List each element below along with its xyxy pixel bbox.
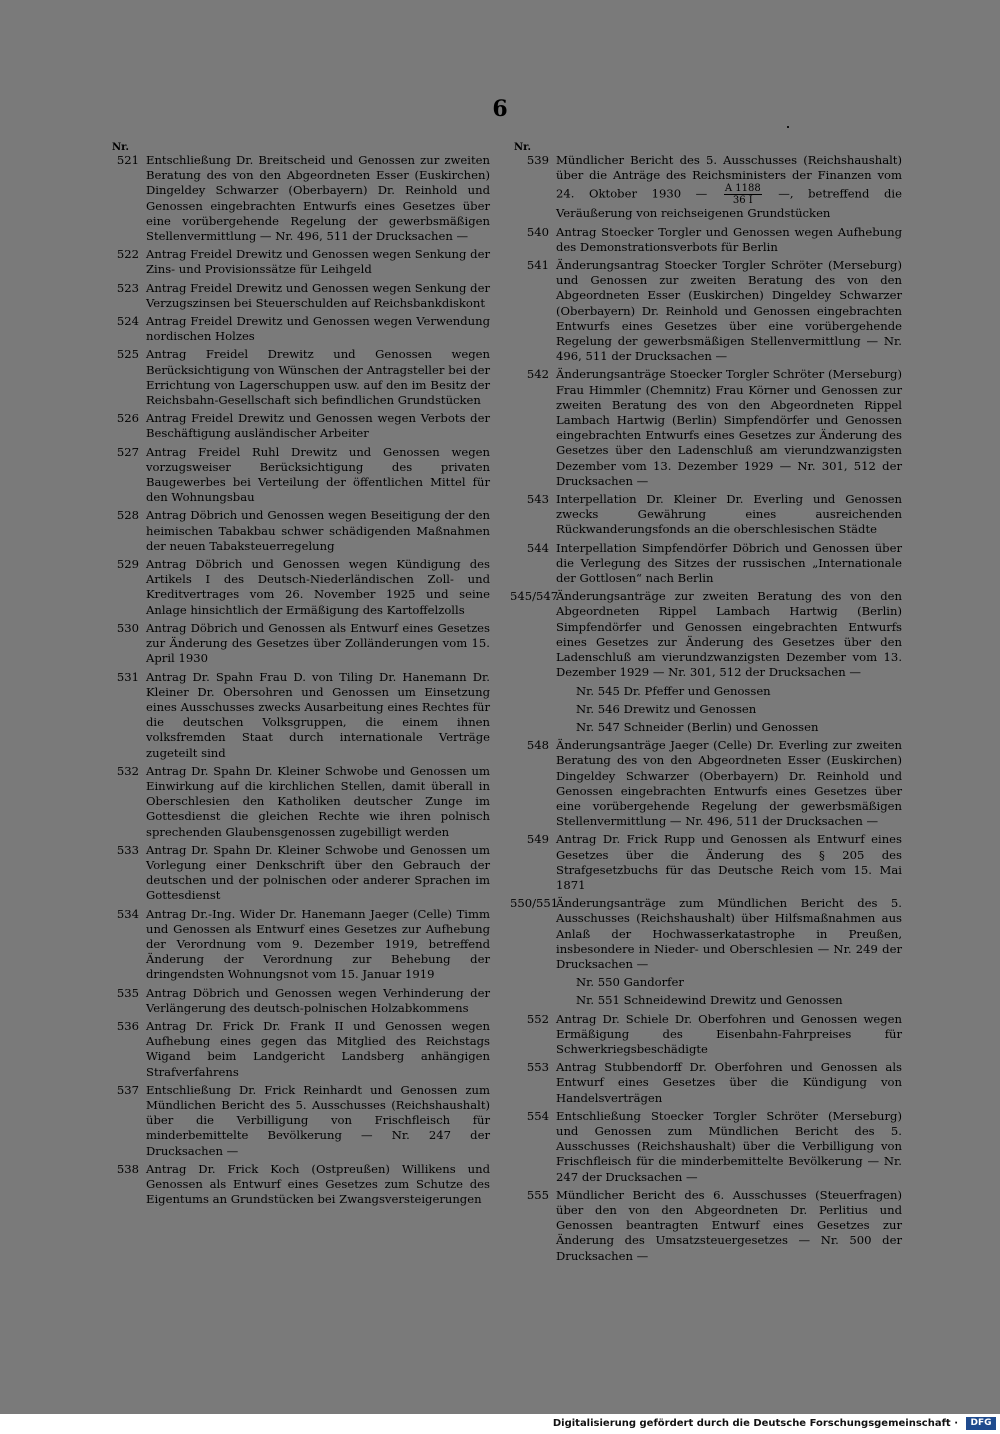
entry-text: Antrag Stoecker Torgler und Genossen wegen Aufhebung des Demonstrationsverbots für Berlin [556,224,902,254]
sub-entry-text: Nr. 550 Gandorfer [576,975,684,990]
list-item [510,492,902,538]
entry-number: 544 [526,540,549,555]
entry-indent [510,720,556,735]
entry-text-part: —, betreffend die Veräußerung von reichseigenen Grundstücken [556,186,903,221]
list-item [510,541,902,587]
entry-number: 548 [526,738,549,753]
fraction-denominator: 36 I [732,195,753,207]
list-item [108,247,490,277]
sub-list-item [510,720,902,735]
entry-text: Antrag Freidel Drewitz und Genossen wegen Verwendung nordischen Holzes [146,314,490,344]
list-item [510,1109,902,1185]
entry-number: 534 [116,906,139,921]
list-item [108,411,490,441]
entry-text: Antrag Dr. Spahn Dr. Kleiner Schwobe und Genossen um Einwirkung auf die kirchlichen Stellen, damit überall in Oberschlesien den Katholiken deutscher Zunge im Gottesdienst die gleichen Rechte wie ihren polnisch sprechenden Glaubensgenossen zugebilligt werden [146,763,490,839]
entry-text: Änderungsantrag Stoecker Torgler Schröter (Merseburg) und Genossen zur zweiten Beratung des von den Abgeordneten Esser (Euskirchen) Dingeldey Schwarzer (Oberbayern) Dr. Reinhold und Genossen eingebrachten Entwurfs eines Gesetzes über eine vorübergehende Regelung der gewerbsmäßigen Stellenvermittlung — Nr. 496, 511 der Drucksachen — [556,258,902,364]
entry-number: 537 [116,1082,139,1097]
entry-number: 532 [116,763,139,778]
right-entry-list [510,738,902,972]
entry-indent [510,975,556,990]
entry-text: Entschließung Stoecker Torgler Schröter (Merseburg) und Genossen zum Mündlichen Bericht des 5. Ausschusses (Reichshaushalt) über die Verbilligung von Frischfleisch für die minderbemittelte Bevölkerung — Nr. 247 der Drucksachen — [556,1108,902,1184]
entry-text: Antrag Freidel Drewitz und Genossen wegen Verbots der Beschäftigung ausländischer Arbeiter [146,411,490,441]
entry-text: Änderungsanträge Jaeger (Celle) Dr. Everling zur zweiten Beratung des von den Abgeordneten Esser (Euskirchen) Dingeldey Schwarzer (Oberbayern) Dr. Reinhold und Genossen eingebrachten Entwurfs eines Gesetzes über eine vorübergehende Regelung der gewerbsmäßigen Stellenvermittlung — Nr. 496, 511 der Drucksachen — [556,738,902,829]
sub-entry-text: Nr. 545 Dr. Pfeffer und Genossen [576,683,771,698]
column-header-nr: Nr. [112,142,129,153]
entry-number: 550/551 [510,896,559,911]
entry-text: Antrag Döbrich und Genossen wegen Kündigung des Artikels I des Deutsch-Niederländischen Zoll- und Kreditvertrages vom 26. November 1925 und seine Anlage hinsichtlich der Ermäßigung des Kartoffelzolls [146,557,490,617]
entry-text: Antrag Döbrich und Genossen wegen Verhinderung der Verlängerung des deutsch-polnischen Holzabkommens [146,985,490,1015]
entry-number: 549 [526,832,549,847]
entry-text: Entschließung Dr. Breitscheid und Genossen zur zweiten Beratung des von den Abgeordneten Esser (Euskirchen) Dingeldey Schwarzer (Oberbayern) Dr. Reinhold und Genossen eingebrachten Entwurfs eines Gesetzes über eine vorübergehende Regelung der gewerbsmäßigen Stellenvermittlung — Nr. 496, 511 der Drucksachen — [146,153,490,244]
list-item [108,347,490,408]
entry-text: Entschließung Dr. Frick Reinhardt und Genossen zum Mündlichen Bericht des 5. Ausschusses (Reichshaushalt) über die Verbilligung von Frischfleisch für minderbemittelte Bevölkerung — Nr. 247 der Drucksachen — [146,1082,490,1158]
sub-entry-list [510,975,902,1008]
entry-text: Antrag Stubbendorff Dr. Oberfohren und Genossen als Entwurf eines Gesetzes über die Kündigung von Handelsverträgen [556,1060,902,1105]
sub-list-item [510,702,902,717]
sub-list-item [510,684,902,699]
list-item [108,557,490,618]
left-entry-list [108,153,490,1207]
entry-text: Antrag Dr. Frick Dr. Frank II und Genossen wegen Aufhebung eines gegen das Mitglied des Reichstags Wigand beim Landgericht Landsberg anhängigen Strafverfahrens [146,1018,490,1079]
sub-list-item [510,993,902,1008]
funding-note: Digitalisierung gefördert durch die Deutsche Forschungsgemeinschaft · [552,1418,958,1429]
page-number: 6 [492,96,508,122]
list-item [108,1162,490,1208]
list-item [510,367,902,489]
list-item [108,1083,490,1159]
entry-number: 535 [116,985,139,1000]
entry-number: 536 [116,1018,139,1033]
entry-number: 539 [526,153,549,167]
entry-number: 523 [116,280,139,295]
sub-entry-text: Nr. 547 Schneider (Berlin) und Genossen [576,719,819,734]
entry-text: Änderungsanträge zum Mündlichen Bericht des 5. Ausschusses (Reichshaushalt) über Hilfsmaßnahmen aus Anlaß der Hochwasserkatastrophe in Preußen, insbesondere in Nieder- und Oberschlesien — Nr. 249 der Drucksachen — [556,896,902,971]
right-entry-list [510,1012,902,1264]
entry-number: 522 [116,247,139,262]
entry-number: 538 [116,1161,139,1176]
entry-text: Änderungsanträge zur zweiten Beratung des von den Abgeordneten Rippel Lambach Hartwig (Berlin) Simpfendörfer und Genossen eingebrachten Entwurfs eines Gesetzes zur Änderung des Gesetzes über den Ladenschluß am vierundzwanzigsten Dezember vom 13. Dezember 1929 — Nr. 301, 512 der Drucksachen — [556,589,902,680]
right-column [510,140,902,1267]
list-item [510,1188,902,1264]
entry-indent [510,993,556,1008]
entry-number: 521 [116,153,139,167]
list-item [108,986,490,1016]
entry-text: Antrag Dr. Frick Koch (Ostpreußen) Willikens und Genossen als Entwurf eines Gesetzes zum Schutze des Eigentums an Grundstücken bei Zwangsversteigerungen [146,1161,490,1207]
entry-text: Antrag Freidel Drewitz und Genossen wegen Senkung der Zins- und Provisionssätze für Leihgeld [146,247,490,277]
entry-number: 542 [526,367,549,382]
sub-entry-list [510,684,902,736]
entry-text: Antrag Dr. Frick Rupp und Genossen als Entwurf eines Gesetzes über die Änderung des § 205 des Strafgesetzbuchs für das Deutsche Reich vom 15. Mai 1871 [556,832,902,892]
list-item [108,843,490,904]
entry-text-part: Mündlicher Bericht des 5. Ausschusses (Reichshaushalt) über die Anträge des Reichsministers der Finanzen vom 24. Oktober 1930 — [556,153,902,201]
entry-number: 540 [526,224,549,239]
entry-indent [510,684,556,699]
right-entry-list [510,225,902,681]
sub-entry-text: Nr. 551 Schneidewind Drewitz und Genossen [576,993,843,1008]
list-item [510,589,902,680]
list-item [510,832,902,893]
entry-number: 530 [116,620,139,635]
list-item [108,764,490,840]
entry-indent [510,702,556,717]
list-item [108,281,490,311]
list-item [510,153,902,222]
list-item [510,258,902,364]
list-item [510,896,902,972]
entry-text: Änderungsanträge Stoecker Torgler Schröter (Merseburg) Frau Himmler (Chemnitz) Frau Körner und Genossen zur zweiten Beratung des von den Abgeordneten Rippel Lambach Hartwig (Berlin) Simpfendörfer und Genossen eingebrachten Entwurfs eines Gesetzes zur Änderung des Gesetzes über den Ladenschluß am vierundzwanzigsten Dezember vom 13. Dezember 1929 — Nr. 301, 512 der Drucksachen — [556,367,902,488]
column-header-nr: Nr. [514,142,531,153]
entry-number: 545/547 [510,589,559,604]
entry-text: Mündlicher Bericht des 6. Ausschusses (Steuerfragen) über den von den Abgeordneten Dr. Perlitius und Genossen beantragten Entwurf eines Gesetzes zur Änderung des Umsatzsteuergesetzes — Nr. 500 der Drucksachen — [556,1187,902,1263]
entry-text: Antrag Freidel Ruhl Drewitz und Genossen wegen vorzugsweiser Berücksichtigung des privaten Baugewerbes bei Verteilung der öffentlichen Mittel für den Wohnungsbau [146,444,490,505]
entry-number: 533 [116,842,139,857]
footer-bar [0,1414,1000,1434]
scan-speck [787,126,789,128]
entry-text: Interpellation Simpfendörfer Döbrich und Genossen über die Verlegung des Sitzes der russischen „Internationale der Gottlosen“ nach Berlin [556,540,902,586]
list-item [108,1019,490,1080]
list-item [108,907,490,983]
sub-list-item [510,975,902,990]
list-item [108,445,490,506]
entry-text: Antrag Dr.-Ing. Wider Dr. Hanemann Jaeger (Celle) Timm und Genossen als Entwurf eines Gesetzes zur Aufhebung der Verordnung vom 9. Dezember 1919, betreffend Änderung der Verordnung zur Behebung der dringendsten Wohnungsnot vom 15. Januar 1919 [146,906,490,982]
list-item [108,508,490,554]
list-item [510,1012,902,1058]
list-item [108,314,490,344]
entry-number: 526 [116,411,139,426]
entry-number: 524 [116,314,139,329]
dfg-logo: DFG [966,1417,996,1430]
entry-text: Antrag Dr. Spahn Frau D. von Tiling Dr. Hanemann Dr. Kleiner Dr. Obersohren und Genossen um Einsetzung eines Ausschusses zwecks Ausarbeitung eines Rechtes für die deutschen Volksgruppen, die einem ihnen volksfremden Staat durch internationale Verträge zugeteilt sind [146,669,490,760]
entry-text: Antrag Döbrich und Genossen wegen Beseitigung der den heimischen Tabakbau schwer schädigenden Maßnahmen der neuen Tabaksteuerregelung [146,508,490,553]
entry-number: 525 [116,347,139,362]
entry-number: 528 [116,508,139,523]
entry-text: Interpellation Dr. Kleiner Dr. Everling und Genossen zwecks Gewährung eines ausreichenden Rückwanderungsfonds an die oberschlesischen Städte [556,492,902,537]
entry-text [556,153,902,222]
entry-text: Antrag Freidel Drewitz und Genossen wegen Berücksichtigung von Wünschen der Antragsteller bei der Errichtung von Lagerschuppen usw. auf den im Besitz der Reichsbahn-Gesellschaft sich befindlichen Grundstücken [146,347,490,408]
list-item [108,670,490,761]
entry-text: Antrag Dr. Schiele Dr. Oberfohren und Genossen wegen Ermäßigung des Eisenbahn-Fahrpreises für Schwerkriegsbeschädigte [556,1011,902,1056]
entry-number: 531 [116,669,139,684]
entry-text: Antrag Dr. Spahn Dr. Kleiner Schwobe und Genossen um Vorlegung einer Denkschrift über den Gebrauch der deutschen und der polnischen oder anderer Sprachen im Gottesdienst [146,842,490,903]
entry-number: 554 [526,1108,549,1123]
list-item [510,738,902,829]
entry-number: 541 [526,258,549,273]
entry-number: 555 [526,1187,549,1202]
entry-number: 529 [116,557,139,572]
fraction [724,183,762,206]
list-item [510,225,902,255]
entry-number: 543 [526,492,549,507]
left-column [108,140,490,1210]
list-item [510,1060,902,1106]
entry-number: 527 [116,444,139,459]
entry-text: Antrag Döbrich und Genossen als Entwurf eines Gesetzes zur Änderung des Gesetzes über Zolländerungen vom 15. April 1930 [146,620,490,666]
entry-number: 552 [526,1011,549,1026]
entry-number: 553 [526,1060,549,1075]
entry-text: Antrag Freidel Drewitz und Genossen wegen Senkung der Verzugszinsen bei Steuerschulden auf Reichsbankdiskont [146,280,490,310]
sub-entry-text: Nr. 546 Drewitz und Genossen [576,701,757,716]
fraction-numerator: A 1188 [724,183,761,195]
list-item [108,153,490,244]
list-item [108,621,490,667]
